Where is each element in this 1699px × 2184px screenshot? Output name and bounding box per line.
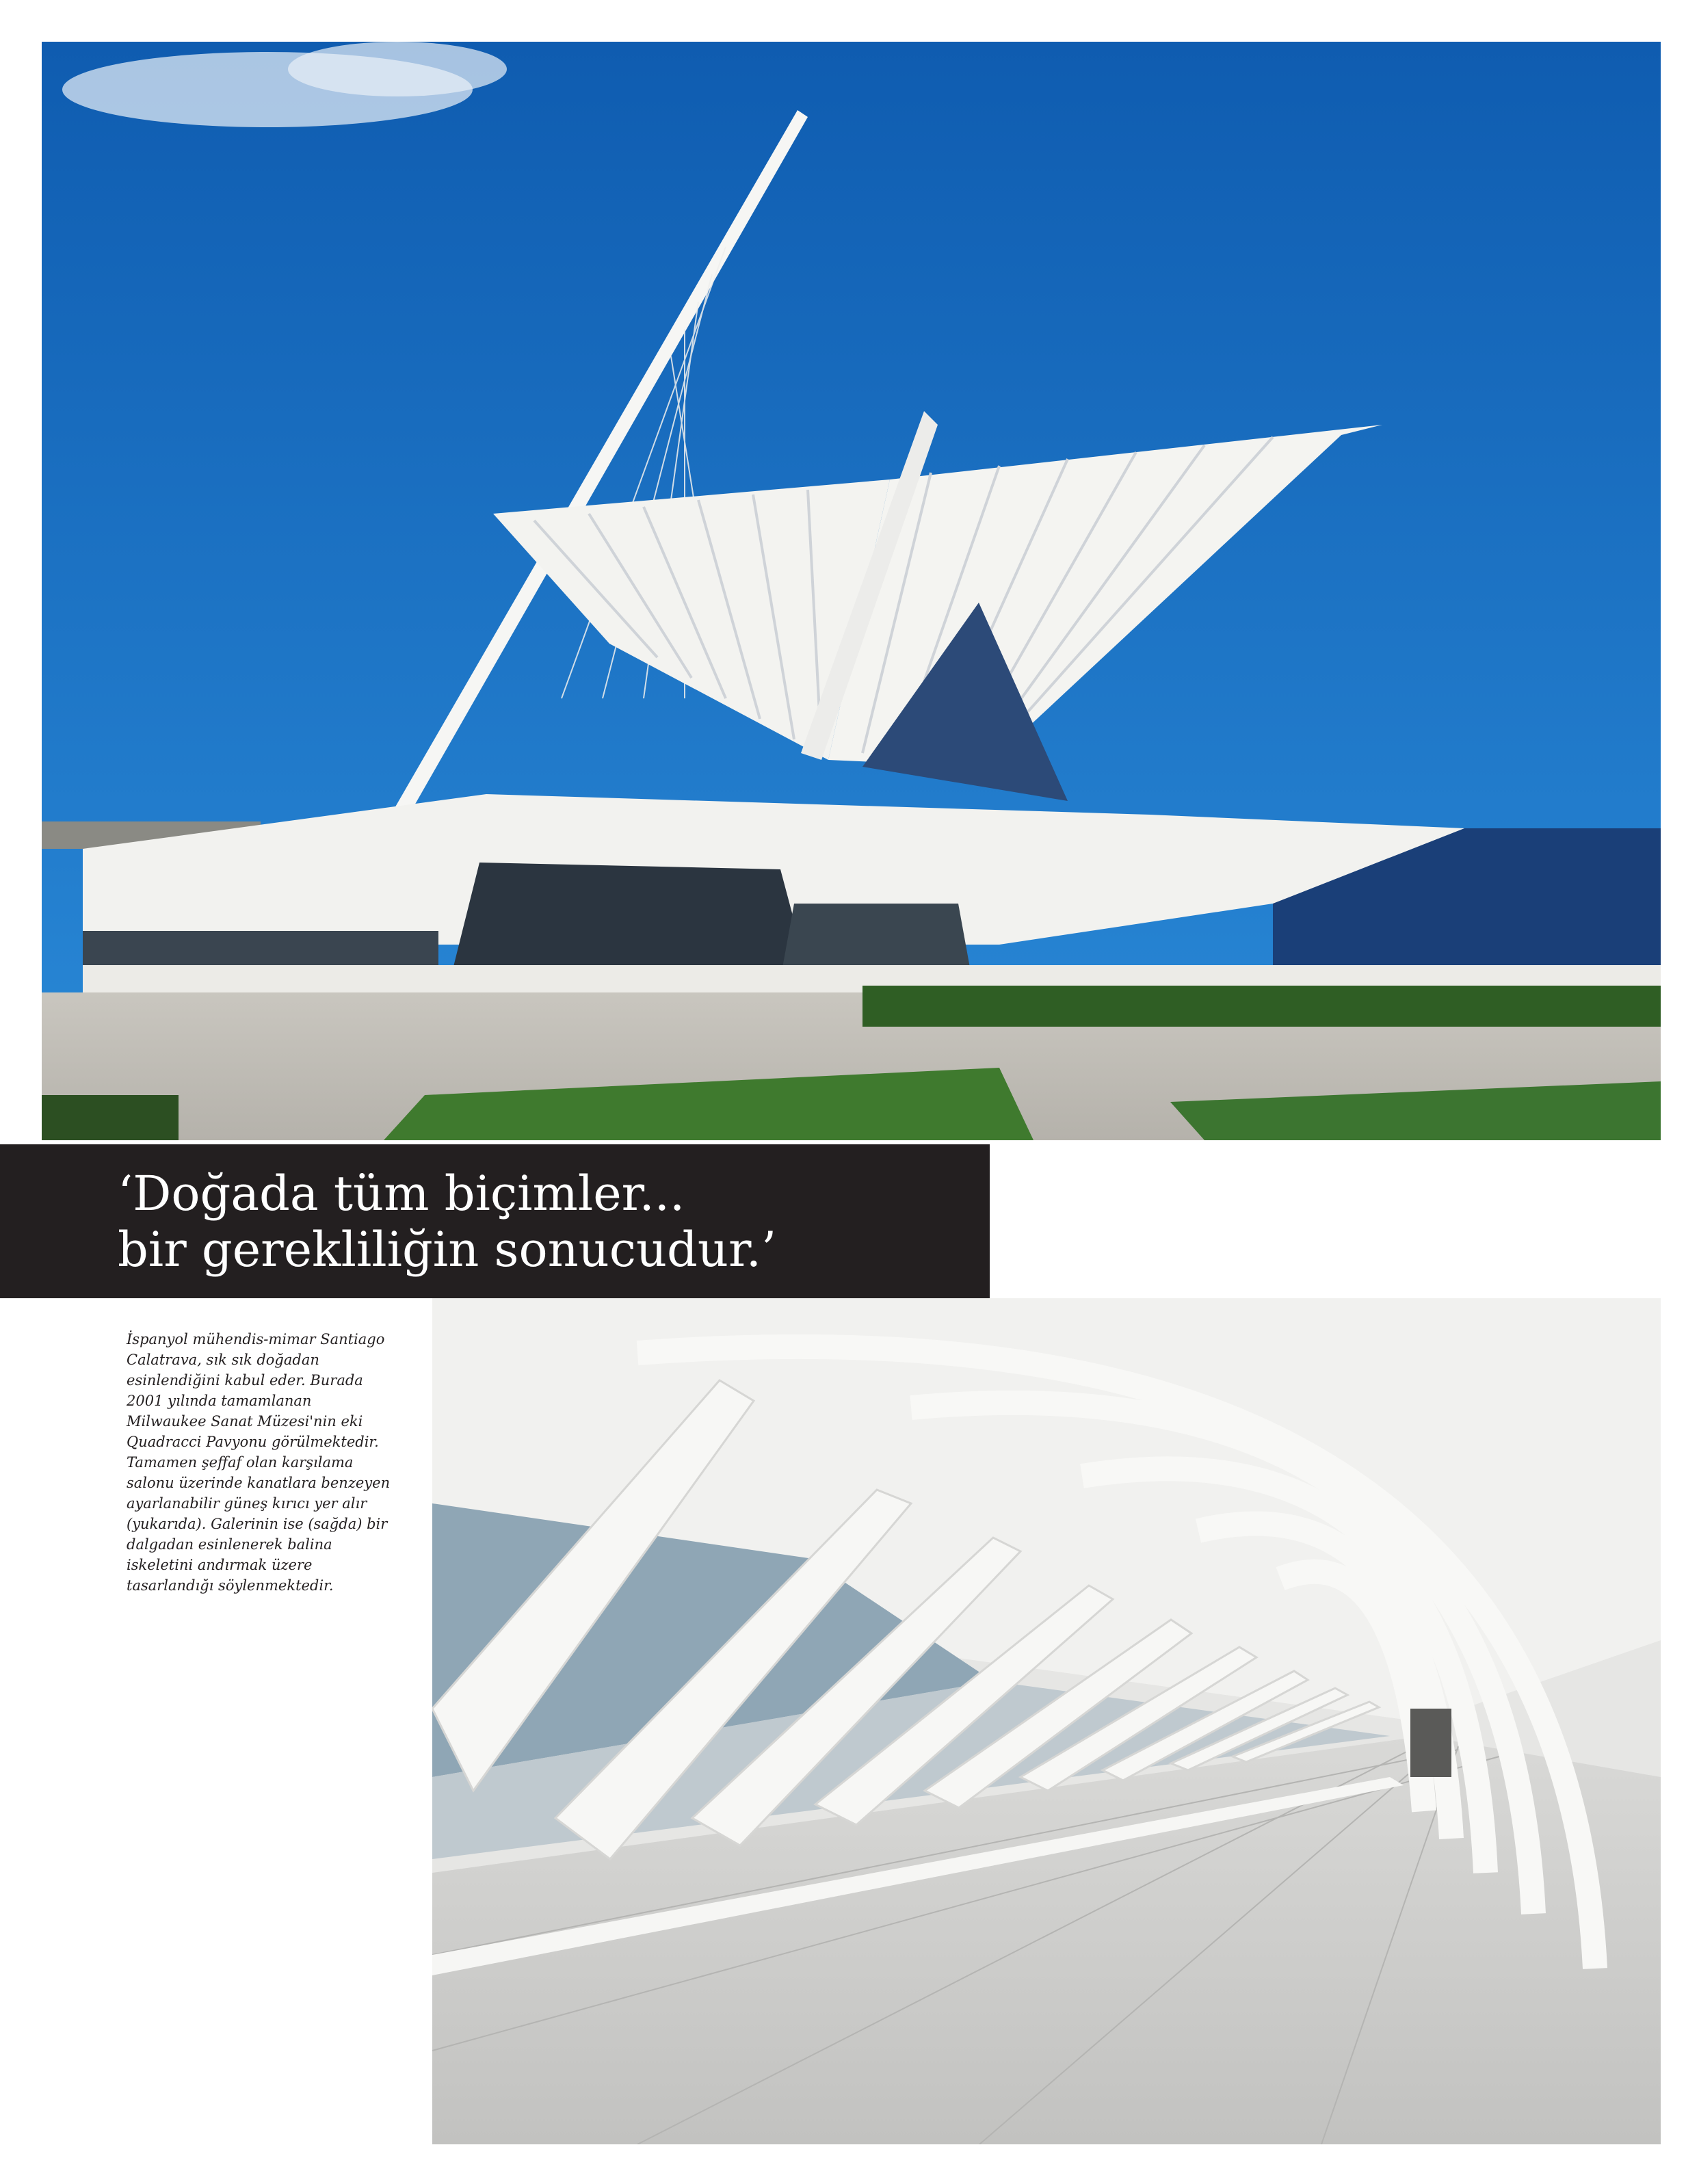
pull-quote-band (0, 1144, 990, 1298)
pull-quote-line-2: bir gerekliliğin sonucudur.’ (118, 1222, 777, 1278)
pull-quote-line-1: ‘Doğada tüm biçimler... (118, 1166, 685, 1222)
gallery-interior-photo (432, 1298, 1661, 2144)
museum-exterior-photo (42, 42, 1661, 1140)
photo-caption: İspanyol mühendis-mimar Santiago Calatrava, sık sık doğadan esinlendiğini kabul eder. Burada 2001 yılında tamamlanan Milwaukee Sanat Müzesi'nin eki Quadracci Pavyonu görülmektedir. Tamamen şeffaf olan karşılama salonu üzerinde kanatlara benzeyen ayarlanabilir güneş kırıcı yer alır (yukarıda). Galerinin ise (sağda) bir dalgadan esinlenerek balina iskeletini andırmak üzere tasarlandığı söylenmektedir. (127, 1331, 391, 1594)
